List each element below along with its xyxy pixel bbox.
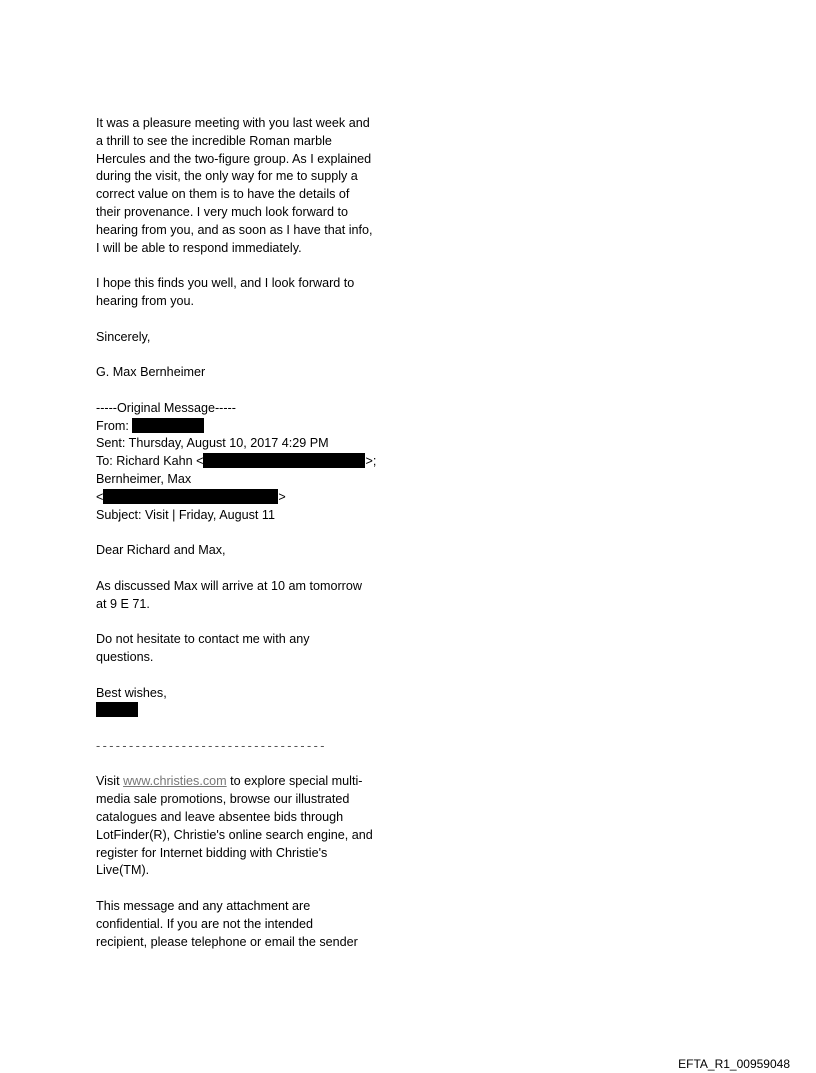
greeting: Dear Richard and Max, <box>96 543 226 558</box>
text-line: Visit www.christies.com to explore special multi- <box>96 774 363 789</box>
redaction-block <box>103 489 278 504</box>
text-line: It was a pleasure meeting with you last week and <box>96 116 370 130</box>
cc-name-line: Bernheimer, Max <box>96 471 192 486</box>
promo-paragraph <box>96 773 406 880</box>
redaction-block <box>96 702 138 717</box>
paragraph-contact <box>96 631 406 667</box>
subject-line: Subject: Visit | Friday, August 11 <box>96 507 275 522</box>
text-line: hearing from you. <box>96 293 195 308</box>
text-line: recipient, please telephone or email the sender <box>96 934 358 949</box>
text-line: I hope this finds you well, and I look forward to <box>96 276 355 291</box>
from-line: From: <box>96 418 406 436</box>
to-line: To: Richard Kahn < >; <box>96 454 377 469</box>
document-id: EFTA_R1_00959048 <box>678 1057 790 1071</box>
original-message-header: -----Original Message----- <box>96 400 236 415</box>
text-line: questions. <box>96 649 154 664</box>
redaction-block <box>203 453 365 468</box>
separator-line: ----------------------------------- <box>96 738 327 753</box>
paragraph-arrival <box>96 578 406 614</box>
text-line: media sale promotions, browse our illustrated <box>96 792 350 807</box>
confidentiality-paragraph <box>96 898 406 951</box>
cc-address-line: < > <box>96 489 286 504</box>
redaction-block <box>132 418 204 433</box>
signature: G. Max Bernheimer <box>96 365 206 380</box>
text-line: Hercules and the two-figure group. As I explained <box>96 151 372 166</box>
sent-line: Sent: Thursday, August 10, 2017 4:29 PM <box>96 436 329 451</box>
christies-link[interactable]: www.christies.com <box>123 774 227 789</box>
text-line: This message and any attachment are <box>96 899 311 914</box>
paragraph-provenance <box>96 115 406 257</box>
text-line: As discussed Max will arrive at 10 am tomorrow <box>96 578 362 593</box>
text-line: hearing from you, and as soon as I have that info, <box>96 222 373 237</box>
paragraph-hope <box>96 275 406 311</box>
email-body <box>96 115 406 969</box>
text-line: confidential. If you are not the intended <box>96 916 314 931</box>
closing-sincerely: Sincerely, <box>96 329 151 344</box>
separator-block <box>96 738 406 756</box>
text-line: catalogues and leave absentee bids through <box>96 810 344 825</box>
text-line: during the visit, the only way for me to supply a <box>96 169 358 184</box>
text-line: at 9 E 71. <box>96 596 150 611</box>
text-line: a thrill to see the incredible Roman marble <box>96 133 332 148</box>
text-line: correct value on them is to have the details of <box>96 187 350 202</box>
text-line: register for Internet bidding with Christie's <box>96 845 328 860</box>
text-line: their provenance. I very much look forward to <box>96 204 348 219</box>
text-line: LotFinder(R), Christie's online search engine, and <box>96 827 373 842</box>
original-message-header-block <box>96 400 406 525</box>
closing-best-wishes: Best wishes, <box>96 685 406 721</box>
text-line: Do not hesitate to contact me with any <box>96 632 310 647</box>
text-line: Live(TM). <box>96 863 150 878</box>
text-line: I will be able to respond immediately. <box>96 240 302 255</box>
